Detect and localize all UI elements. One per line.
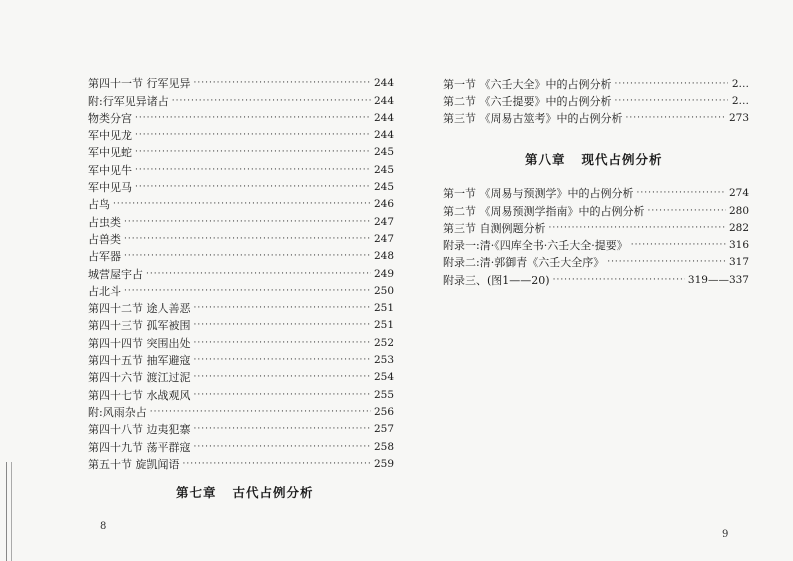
toc-entry-page: 251 [373,302,394,315]
toc-entry [443,91,749,108]
toc-entry [443,74,749,91]
toc-entry-label: 附录三、(图1——20) [443,273,550,287]
toc-entry-page: 256 [373,405,394,418]
toc-entry [88,73,394,90]
toc-entry-page: 274 [728,187,749,200]
chapter-7-heading [176,483,330,501]
toc-entry-label: 附录二:清·郭御青《六壬大全序》 [443,256,605,270]
toc-leader-dots [124,285,371,298]
toc-entry [88,194,394,211]
chapter-title: 古代占例分析 [232,485,314,500]
toc-entry-page: 244 [373,94,394,107]
toc-entry-label: 第四十三节 孤军被围 [88,319,191,333]
toc-leader-dots [194,319,371,332]
toc-entry-page: 251 [373,319,394,332]
toc-entry-page: 250 [373,284,394,297]
toc-entry-page: 246 [373,198,394,211]
toc-entry-label: 占北斗 [88,284,121,298]
toc-leader-dots [194,354,371,367]
toc-leader-dots [150,406,371,419]
toc-entry [88,142,394,159]
toc-leader-dots [135,112,371,125]
toc-entry-page: 244 [373,111,394,124]
toc-entry-label: 附录一:清·《四库全书·六壬大全·提要》 [443,239,628,253]
toc-leader-dots [194,371,371,384]
toc-leader-dots [172,95,371,108]
toc-entry-page: 273 [728,112,749,124]
toc-entry-label: 第四十五节 抽军避寇 [88,354,191,368]
left-page-number: 8 [100,521,107,532]
toc-leader-dots [124,250,371,263]
toc-entry-page: 253 [373,354,394,367]
chapter-title: 现代占例分析 [581,152,663,167]
toc-entry-page: 247 [373,232,394,245]
toc-leader-dots [124,233,371,246]
toc-entry [88,229,394,246]
toc-entry-label: 第一节 《周易与预测学》中的占例分析 [443,187,634,201]
toc-entry-page: 248 [373,250,394,263]
toc-leader-dots [194,423,371,436]
chapter-8-heading [525,150,679,168]
toc-entry [88,332,394,349]
toc-leader-dots [553,274,685,287]
toc-entry-page: 258 [373,440,394,453]
toc-entry [88,367,394,384]
toc-entry [88,246,394,263]
toc-entry-page: 317 [728,256,749,269]
toc-entry [88,281,394,298]
toc-entry-page: 244 [373,129,394,142]
toc-leader-dots [194,337,371,350]
toc-entry [88,177,394,194]
toc-entry-page: 244 [373,77,394,90]
toc-leader-dots [135,129,371,142]
toc-entry-label: 第四十八节 边夷犯寨 [88,423,191,437]
toc-entry-page: 319——337 [687,273,749,286]
toc-entry-label: 城营屋宇占 [88,267,143,281]
toc-entry-label: 第二节 《六壬提要》中的占例分析 [443,95,612,108]
toc-entry-label: 第一节 《六壬大全》中的占例分析 [443,78,612,91]
toc-entry-label: 第三节 《周易古筮考》中的占例分析 [443,112,623,125]
toc-leader-dots [146,268,371,281]
toc-entry-label: 军中见牛 [88,163,132,177]
toc-entry-label: 第四十一节 行军见异 [88,77,191,91]
right-page-number: 9 [722,529,729,540]
toc-leader-dots [626,112,726,125]
toc-leader-dots [194,441,371,454]
toc-entry-label: 军中见龙 [88,129,132,143]
toc-entry [88,90,394,107]
toc-leader-dots [194,77,371,90]
toc-entry-label: 占兽类 [88,232,121,246]
toc-entry [443,269,749,286]
toc-leader-dots [183,458,371,471]
toc-entry [88,263,394,280]
toc-entry [443,235,749,252]
toc-leader-dots [637,187,726,200]
toc-leader-dots [615,78,729,91]
toc-entry-label: 第三节 自测例题分析 [443,221,546,235]
toc-entry [88,298,394,315]
toc-entry-page: 245 [373,146,394,159]
toc-entry [88,402,394,419]
toc-entry-page: 259 [373,457,394,470]
toc-entry-page: 245 [373,181,394,194]
toc-entry-label: 附:风雨杂占 [88,405,147,419]
chapter-number: 第八章 [525,152,566,167]
toc-leader-dots [113,198,371,211]
toc-leader-dots [135,146,371,159]
toc-leader-dots [607,256,726,269]
toc-entry [88,436,394,453]
toc-entry-page: 2… [731,78,749,90]
toc-entry-page: 252 [373,336,394,349]
toc-leader-dots [124,216,371,229]
toc-leader-dots [135,164,371,177]
chapter-number: 第七章 [176,485,217,500]
toc-entry-label: 第四十二节 途人善恶 [88,302,191,316]
toc-entry-label: 第四十七节 水战观风 [88,388,191,402]
toc-entry-label: 第四十六节 渡江过泥 [88,371,191,385]
toc-entry [88,384,394,401]
toc-entry-label: 第四十九节 荡平群寇 [88,440,191,454]
toc-entry-page: 245 [373,163,394,176]
toc-entry-label: 附:行军见异诸占 [88,94,169,108]
toc-entry-page: 254 [373,371,394,384]
toc-entry [443,218,749,235]
toc-entry-label: 第四十四节 突围出处 [88,336,191,350]
toc-leader-dots [549,222,726,235]
toc-entry-label: 物类分宫 [88,111,132,125]
toc-entry-page: 255 [373,388,394,401]
toc-entry [88,159,394,176]
toc-leader-dots [631,239,726,252]
toc-entry [88,350,394,367]
toc-entry-page: 247 [373,215,394,228]
toc-leader-dots [194,302,371,315]
toc-entry-label: 占虫类 [88,215,121,229]
right-page-toc-top [443,74,749,125]
toc-entry-label: 军中见蛇 [88,146,132,160]
toc-leader-dots [648,205,726,218]
toc-entry-page: 280 [728,204,749,217]
toc-entry [88,454,394,471]
left-page-toc [88,73,394,471]
toc-entry-page: 2… [731,95,749,107]
toc-entry [88,108,394,125]
toc-entry-label: 占军器 [88,250,121,264]
toc-entry-label: 占鸟 [88,198,110,212]
toc-entry [88,125,394,142]
toc-entry [443,200,749,217]
book-spine-edge [6,462,12,561]
toc-entry [88,315,394,332]
toc-entry-label: 军中见马 [88,181,132,195]
toc-entry-page: 249 [373,267,394,280]
toc-leader-dots [615,95,729,108]
toc-entry-page: 282 [728,221,749,234]
toc-entry [443,108,749,125]
toc-leader-dots [194,389,371,402]
toc-entry [88,419,394,436]
toc-entry [443,183,749,200]
toc-leader-dots [135,181,371,194]
toc-entry-label: 第二节 《周易预测学指南》中的占例分析 [443,204,645,218]
toc-entry-page: 257 [373,423,394,436]
toc-entry [88,211,394,228]
toc-entry-label: 第五十节 旋凯闻语 [88,457,180,471]
right-page-toc-bottom [443,183,749,287]
toc-entry [443,252,749,269]
toc-entry-page: 316 [728,239,749,252]
